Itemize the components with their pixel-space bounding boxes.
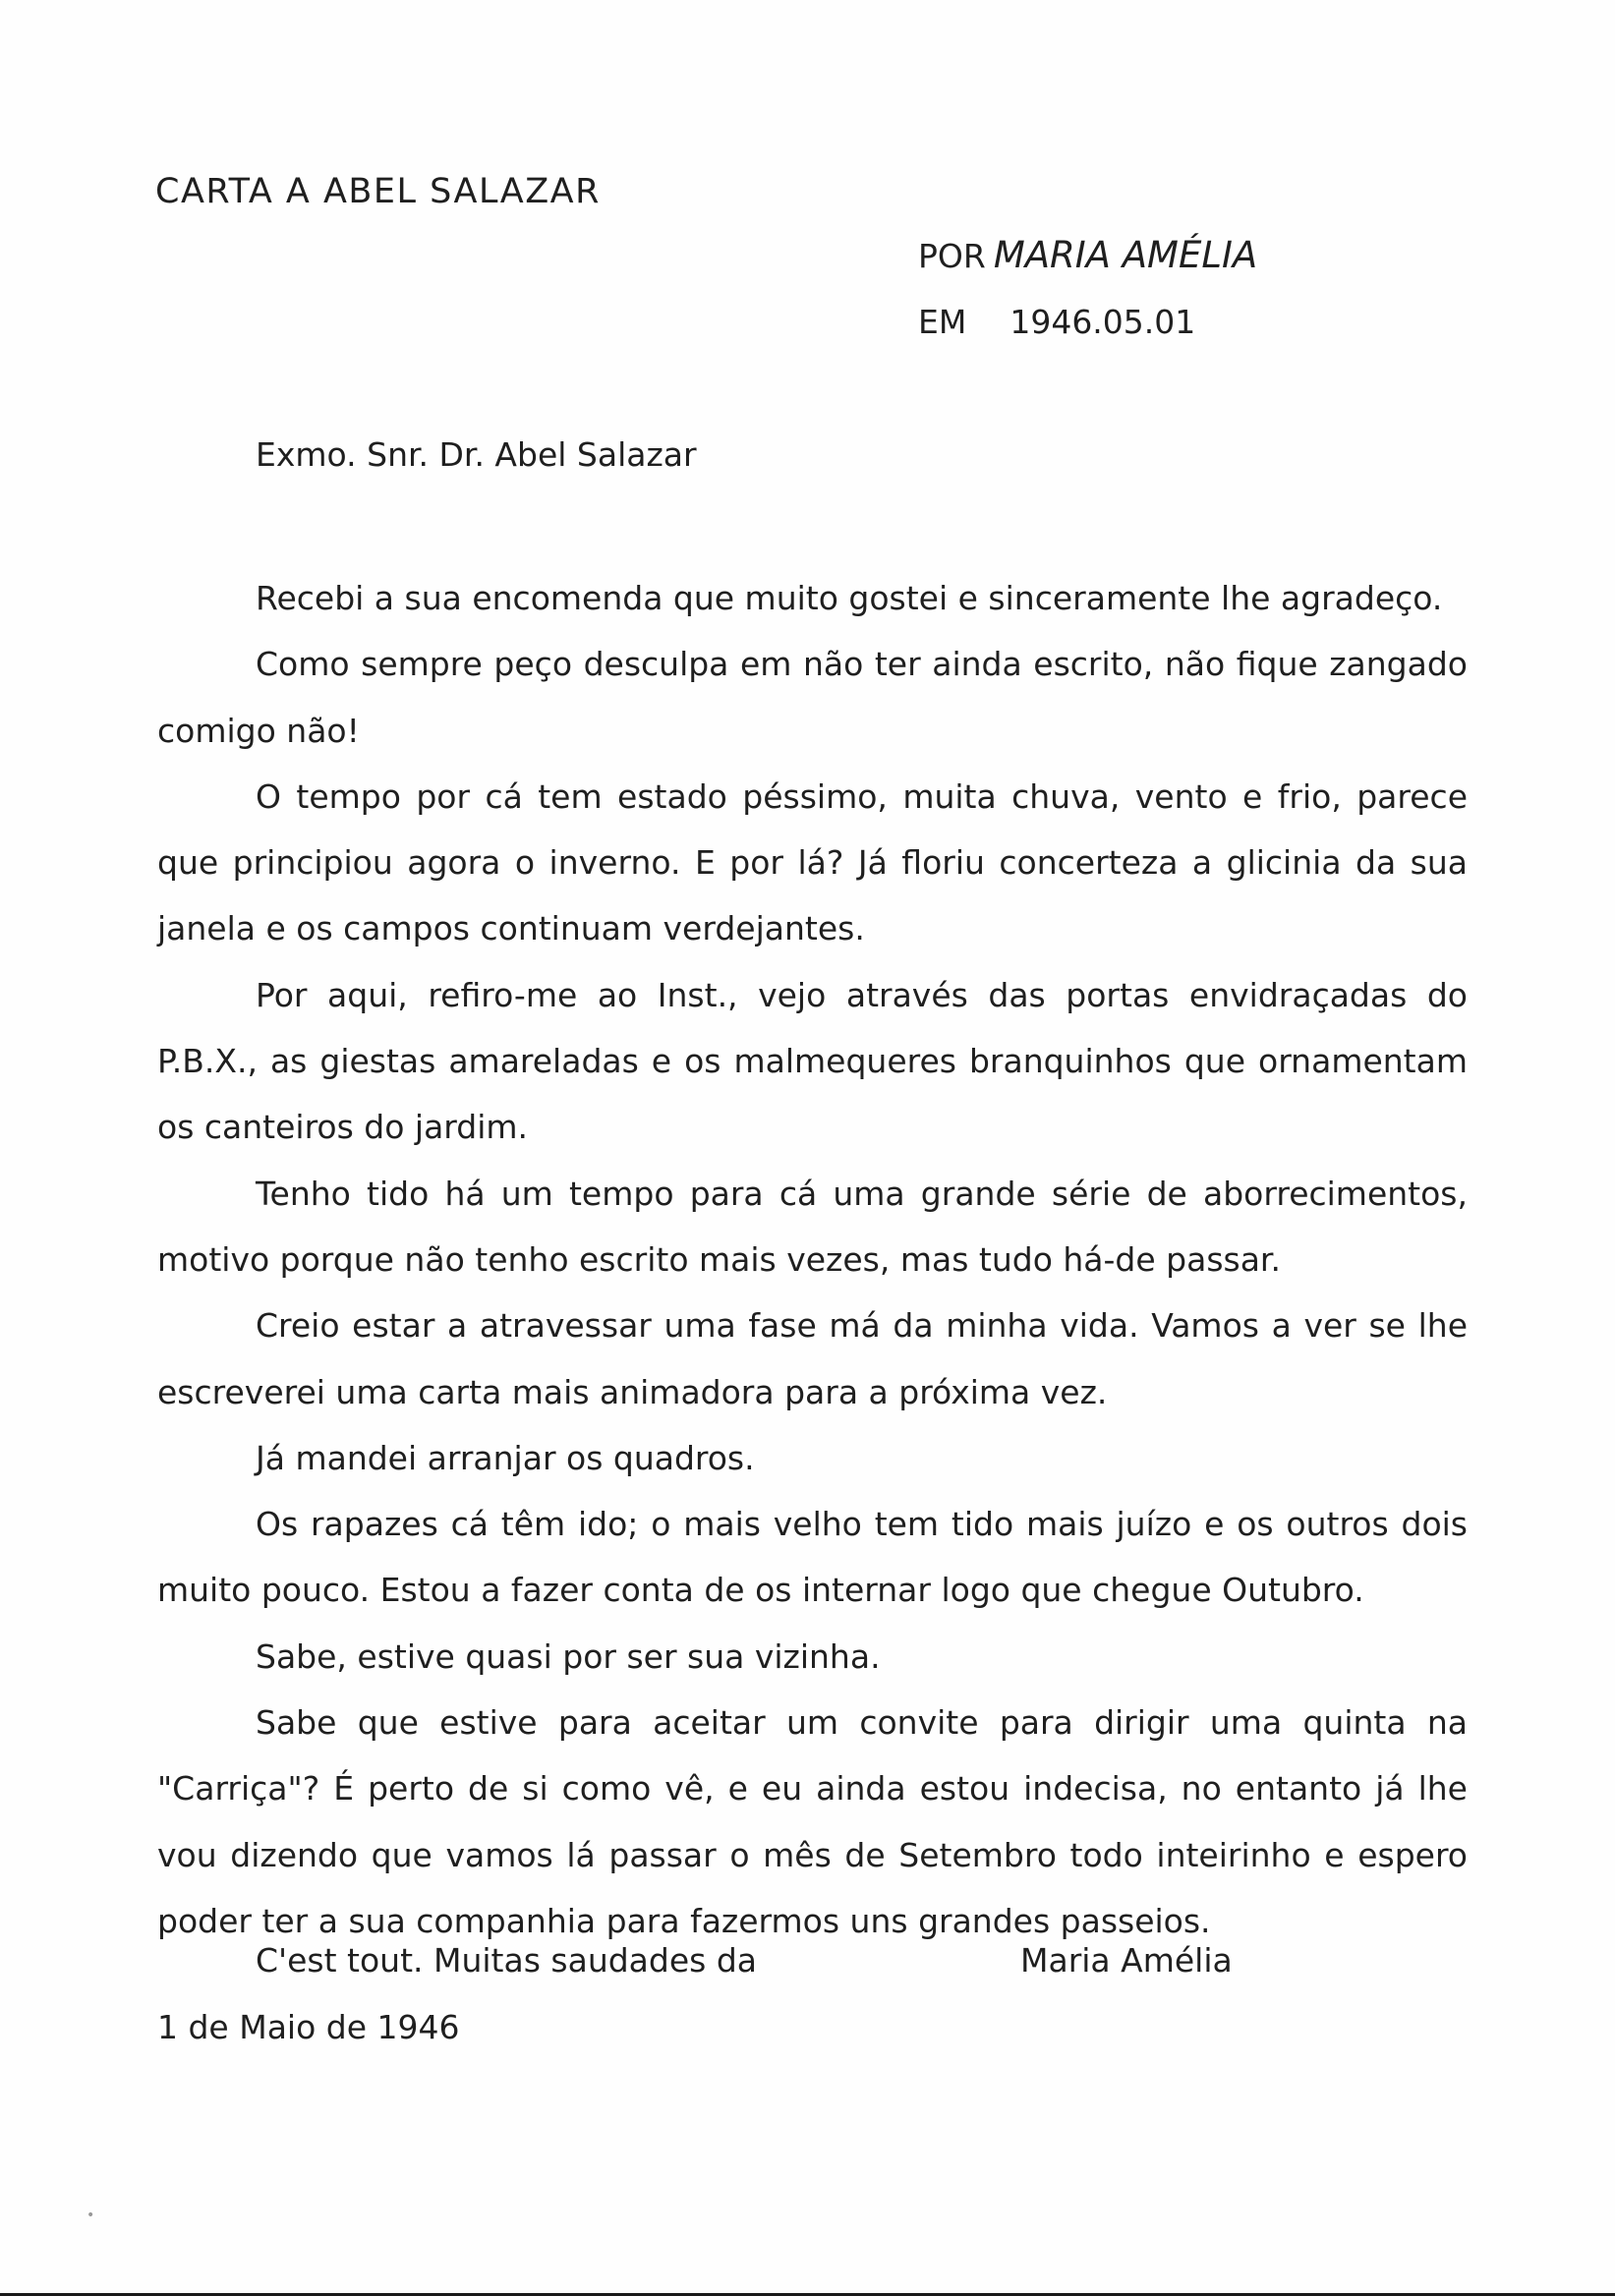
scan-mark: •: [87, 2208, 95, 2223]
paragraph: Já mandei arranjar os quadros.: [256, 1438, 755, 1477]
byline: [918, 234, 1257, 276]
paragraph: Sabe que estive para aceitar um convite para dirigir uma quinta na "Carriça"? É perto de si como vê, e eu ainda estou indecisa, no entanto já lhe vou dizendo que vamos lá passar o mês de Setembro todo inteirinho e espero poder ter a sua companhia para fazermos uns grandes passeios.: [157, 1703, 1468, 1940]
document-title: CARTA A ABEL SALAZAR: [155, 172, 601, 211]
signature: Maria Amélia: [1020, 1941, 1233, 1980]
dateline: [918, 303, 1195, 341]
paragraph: Sabe, estive quasi por ser sua vizinha.: [256, 1636, 881, 1676]
date-label: EM: [918, 303, 967, 341]
paragraph: Creio estar a atravessar uma fase má da minha vida. Vamos a ver se lhe escreverei uma carta mais animadora para a próxima vez.: [157, 1306, 1468, 1411]
salutation: Exmo. Snr. Dr. Abel Salazar: [256, 435, 697, 474]
letter-date: 1 de Maio de 1946: [157, 2008, 460, 2046]
header-date: 1946.05.01: [1009, 303, 1196, 341]
letter-body: [157, 565, 1468, 1954]
paragraph: O tempo por cá tem estado péssimo, muita chuva, vento e frio, parece que principiou agora o inverno. E por lá? Já floriu concerteza a glicinia da sua janela e os campos continuam verdejantes.: [157, 776, 1468, 948]
paragraph: Como sempre peço desculpa em não ter ainda escrito, não fique zangado comigo não!: [157, 645, 1468, 750]
by-label: POR: [918, 237, 986, 275]
author-name: MARIA AMÉLIA: [993, 234, 1258, 276]
paragraph: Os rapazes cá têm ido; o mais velho tem tido mais juízo e os outros dois muito pouco. Estou a fazer conta de os internar logo que chegue Outubro.: [157, 1505, 1468, 1610]
paragraph: Tenho tido há um tempo para cá uma grande série de aborrecimentos, motivo porque não tenho escrito mais vezes, mas tudo há-de passar.: [157, 1174, 1468, 1279]
closing-line: C'est tout. Muitas saudades da: [256, 1941, 758, 1980]
paragraph: Por aqui, refiro-me ao Inst., vejo através das portas envidraçadas do P.B.X., as giestas amareladas e os malmequeres branquinhos que ornamentam os canteiros do jardim.: [157, 975, 1468, 1147]
paragraph: Recebi a sua encomenda que muito gostei e sinceramente lhe agradeço.: [256, 579, 1443, 617]
